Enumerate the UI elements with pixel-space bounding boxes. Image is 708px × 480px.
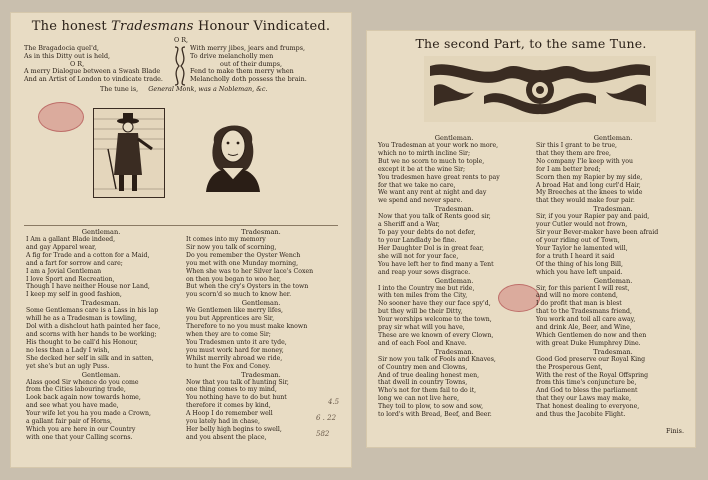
verse-line: I keep my self in good fashion, <box>26 291 122 299</box>
verse-line: and will no more contend, <box>536 292 618 300</box>
verse-line: She decked her self in silk and in satten, <box>26 354 154 362</box>
verse-line: that dwell in country Towns, <box>378 379 468 387</box>
verse-line: that they our Laws may make, <box>536 395 632 403</box>
pencil-note: 4.5 <box>328 398 340 406</box>
brace-ornament-icon <box>169 45 191 87</box>
intro-left-line: The Bragadocia quel'd, <box>24 44 99 52</box>
verse-line: Some Gentlemans care is a Lass in his lap <box>26 307 159 315</box>
verse-line: Though I have neither House nor Land, <box>26 283 150 291</box>
speaker-heading: Gentleman. <box>81 370 121 379</box>
verse-line: You have left her to find many a Tent <box>378 260 494 268</box>
verse-line: pray sir what will you have, <box>378 324 465 332</box>
verse-line: and thus the Jacobite Flight. <box>536 411 626 419</box>
verse-line: You Tradesman at your work no more, <box>378 142 499 149</box>
verse-line: Sir this I grant to be true, <box>536 142 618 149</box>
verse-line: Do you remember the Oyster Wench <box>186 251 301 259</box>
right-column-2 <box>536 134 690 419</box>
verse-line: but they will be their Ditty, <box>378 308 463 316</box>
verse-line: from this time's conjuncture be, <box>536 379 637 387</box>
verse-line: Scorn then my Rapier by my side, <box>536 173 643 181</box>
verse-line: Whilst merrily abroad we ride, <box>186 354 283 362</box>
verse-line: no less than a Lady I wish, <box>26 346 110 354</box>
verse-line: You work and toil all care away, <box>536 316 636 324</box>
verse-line: yet she's but an ugly Puss. <box>26 362 110 370</box>
speaker-heading: Gentleman. <box>434 276 474 285</box>
pencil-note: 6 . 22 <box>316 414 337 422</box>
verse-line: and a fart for sorrow and care; <box>26 259 123 267</box>
left-intro-right <box>190 45 307 84</box>
verse-line: Who's not for them fail to do it, <box>378 387 477 395</box>
verse-line: Therefore to no you must make known <box>186 323 308 331</box>
verse-line: your Cutler would not frown, <box>536 221 628 229</box>
tune-name: General Monk, was a Nobleman, &c. <box>148 85 268 93</box>
verse-line: with ten miles from the City, <box>378 292 468 300</box>
verse-line: Sir your Bever-maker have been afraid <box>536 229 659 237</box>
verse-line: A fig for Trade and a cotton for a Maid, <box>26 251 150 259</box>
verse-line: Sir, if you your Rapier pay and paid, <box>536 213 650 221</box>
verse-line: the Prosperous Gent, <box>536 363 603 371</box>
verse-line: except it be at the wine Sir; <box>378 165 466 173</box>
verse-line: Look back again now towards home, <box>26 394 141 402</box>
verse-line: Which Gentlemen do now and then <box>536 331 647 339</box>
verse-line: and of each Fool and Knave. <box>378 339 467 347</box>
intro-right-line: With merry jibes, jears and frumps, <box>190 44 306 52</box>
verse-line: when they are to come Sir; <box>186 330 271 338</box>
verse-line: on then you began to woo her, <box>186 275 281 283</box>
verse-line: His thought to be call'd his Honour, <box>26 338 138 346</box>
verse-line: to your Landlady be fine. <box>378 236 457 244</box>
verse-line: one thing comes to my mind, <box>186 386 277 394</box>
intro-left-line: A merry Dialogue between a Swash Blade <box>24 67 161 76</box>
verse-line: and you absent the place, <box>186 433 267 441</box>
verse-line: for I am better bred; <box>536 165 601 173</box>
left-divider <box>24 225 338 226</box>
verse-line: you scorn'd so much to know her. <box>186 291 292 299</box>
verse-line: I into the Country me but ride, <box>378 284 475 292</box>
verse-line: Which you are here in our Country <box>26 425 136 433</box>
left-title-part-1: The honest <box>31 19 112 34</box>
verse-line: I Am a gallant Blade indeed, <box>26 236 116 243</box>
left-column-2 <box>186 228 336 442</box>
library-stamp-icon <box>38 102 84 132</box>
verse-line: and scorns with her hands to be working; <box>26 330 157 338</box>
tune-label: The tune is, <box>100 85 139 93</box>
verse-line: They toil to plow, to sow and sow, <box>378 403 484 411</box>
right-broadside-sheet <box>366 30 696 448</box>
verse-line: And of true dealing honest men, <box>378 371 480 379</box>
left-intro-left <box>24 45 163 84</box>
verse-line: with one that your Calling scorns. <box>26 433 133 441</box>
left-or: O R, <box>173 36 189 44</box>
intro-right-line: To drive melancholly men <box>190 51 274 60</box>
verse-line: You Tradesmen unto it are tyde, <box>186 338 287 346</box>
verse-line: and gay Apparel wear, <box>26 243 97 251</box>
verse-line: a Sheriff and a War, <box>378 221 440 229</box>
gentleman-woodcut-icon <box>93 108 165 198</box>
intro-left-line: And an Artist of London to vindicate trade. <box>24 75 163 84</box>
intro-right-line: out of their dumps, <box>220 59 283 68</box>
pencil-note: 582 <box>316 430 330 438</box>
verse-line: Her Daughter Dol is in great fear, <box>378 244 484 252</box>
speaker-heading: Gentleman. <box>593 134 633 142</box>
verse-line: to hunt the Fox and Coney. <box>186 362 271 370</box>
verse-line: With the rest of the Royal Offspring <box>536 371 649 379</box>
verse-line: My Breeches at the knees to wide <box>536 189 643 197</box>
verse-line: for that we take no care, <box>378 181 456 189</box>
speaker-heading: Gentleman. <box>434 134 474 142</box>
woodcut-ornament-icon <box>424 56 656 122</box>
verse-line: Sir, for this parient I will rest, <box>536 284 630 292</box>
finis-label: Finis. <box>666 427 684 435</box>
verse-line: you but Apprentices are Sir, <box>186 315 275 323</box>
verse-line: which no to mirth incline Sir; <box>378 149 471 157</box>
verse-line: Your worships welcome to the town, <box>378 316 492 324</box>
verse-line: you met with one Munday morning, <box>186 259 299 267</box>
verse-line: We Gentlemen like merry lifes, <box>186 307 283 315</box>
verse-line: Now that you talk of hunting Sir, <box>186 378 289 386</box>
verse-line: of your riding out of Town, <box>536 236 620 244</box>
verse-line: that they them are free, <box>536 149 611 157</box>
verse-line: Her belly high begins to swell, <box>186 425 282 433</box>
library-stamp-icon <box>498 284 540 312</box>
speaker-heading: Gentleman. <box>241 299 281 308</box>
verse-line: and drink Ale, Beer, and Wine, <box>536 324 632 332</box>
verse-line: that they would make four pair. <box>536 197 635 205</box>
verse-line: you must work hard for money, <box>186 346 284 354</box>
verse-line: When she was to her Silver lace's Coxen <box>186 267 314 275</box>
verse-line: It comes into my memory <box>186 236 266 243</box>
verse-line: And God to bless the parliament <box>536 387 638 395</box>
tune-line <box>100 86 268 94</box>
speaker-heading: Gentleman. <box>81 228 121 236</box>
verse-line: We want any rent at night and day <box>378 189 487 197</box>
verse-line: you lately had in chase, <box>186 418 260 426</box>
verse-line: we spend and never spare. <box>378 197 463 205</box>
verse-line: and see what you have made, <box>26 402 119 410</box>
verse-line: with great Duke Humphrey Dine. <box>536 339 641 347</box>
verse-line: which you have left unpaid. <box>536 268 623 276</box>
intro-left-line: As in this Ditty out is held, <box>24 51 111 60</box>
intro-left-line: O R, <box>70 59 85 68</box>
intro-right-line: Fend to make them merry when <box>190 67 294 76</box>
speaker-heading: Tradesman. <box>81 299 121 308</box>
verse-line: Your Taylor he lamented will, <box>536 244 628 252</box>
verse-line: therefore it comes by kind, <box>186 402 271 410</box>
left-column-1 <box>26 228 176 442</box>
verse-line: Sir now you talk of scorning, <box>186 243 277 251</box>
verse-line: and reap your sows disgrace. <box>378 268 471 276</box>
left-title <box>10 19 352 34</box>
verse-line: I love Sport and Recreation, <box>26 275 115 283</box>
verse-line: a gallant fair pair of Horns, <box>26 418 113 426</box>
verse-line: Alass good Sir whence do you come <box>26 378 139 386</box>
verse-line: No company I'le keep with you <box>536 157 633 165</box>
speaker-heading: Tradesman. <box>434 347 474 356</box>
verse-line: Your wife let you ha you made a Crown, <box>26 410 151 418</box>
verse-line: A broad Hat and long curl'd Hair, <box>536 181 641 189</box>
verse-line: Sir now you talk of Fools and Knaves, <box>378 355 496 363</box>
left-broadside-sheet <box>10 12 352 468</box>
verse-line: But we no scorn to much to tople, <box>378 157 485 165</box>
speaker-heading: Tradesman. <box>241 228 281 236</box>
verse-line: No sooner have they our face spy'd, <box>378 300 491 308</box>
speaker-heading: Tradesman. <box>241 370 281 379</box>
speaker-heading: Tradesman. <box>434 205 474 214</box>
verse-line: to lord's with Bread, Beef, and Beer. <box>378 411 492 419</box>
left-title-part-2: Tradesmans <box>111 19 194 34</box>
verse-line: from the Cities labouring trade, <box>26 386 126 394</box>
verse-line: she will not for your face, <box>378 252 459 260</box>
verse-line: for a truth I heard it said <box>536 252 615 260</box>
verse-line: long we can not live here, <box>378 395 460 403</box>
speaker-heading: Gentleman. <box>593 276 633 285</box>
right-column-1 <box>378 134 530 419</box>
speaker-heading: Tradesman. <box>593 205 633 214</box>
speaker-heading: Tradesman. <box>593 347 633 356</box>
verse-line: that to the Tradesmans friend, <box>536 308 632 316</box>
verse-line: Of the thing of his long Bill, <box>536 260 623 268</box>
verse-line: I am a Jovial Gentleman <box>26 267 102 275</box>
portrait-woodcut-icon <box>200 112 266 192</box>
right-title: The second Part, to the same Tune. <box>415 36 647 51</box>
verse-line: Good God preserve our Royal King <box>536 355 646 363</box>
verse-line: That honest dealing to everyone, <box>536 403 640 411</box>
verse-line: To pay your debts do not defer, <box>378 229 476 237</box>
intro-right-line: Melancholly doth possess the brain. <box>190 75 307 84</box>
verse-line: You tradesmen have great rents to pay <box>378 173 500 181</box>
verse-line: Dol with a dishclout hath painted her face, <box>26 323 161 331</box>
verse-line: of Country men and Clowns, <box>378 363 468 371</box>
verse-line: A Hoop I do remember well <box>186 410 273 418</box>
verse-line: But when the cry's Oysters in the town <box>186 283 309 291</box>
verse-line: I do profit that man is blest <box>536 300 622 308</box>
verse-line: whill he as a Tradesman is towling, <box>26 315 137 323</box>
verse-line: These are we known of every Clown, <box>378 331 494 339</box>
left-title-part-3: Honour Vindicated. <box>193 19 331 34</box>
verse-line: Now that you talk of Rents good sir, <box>378 213 491 221</box>
verse-line: You nothing have to do but hunt <box>186 394 287 402</box>
